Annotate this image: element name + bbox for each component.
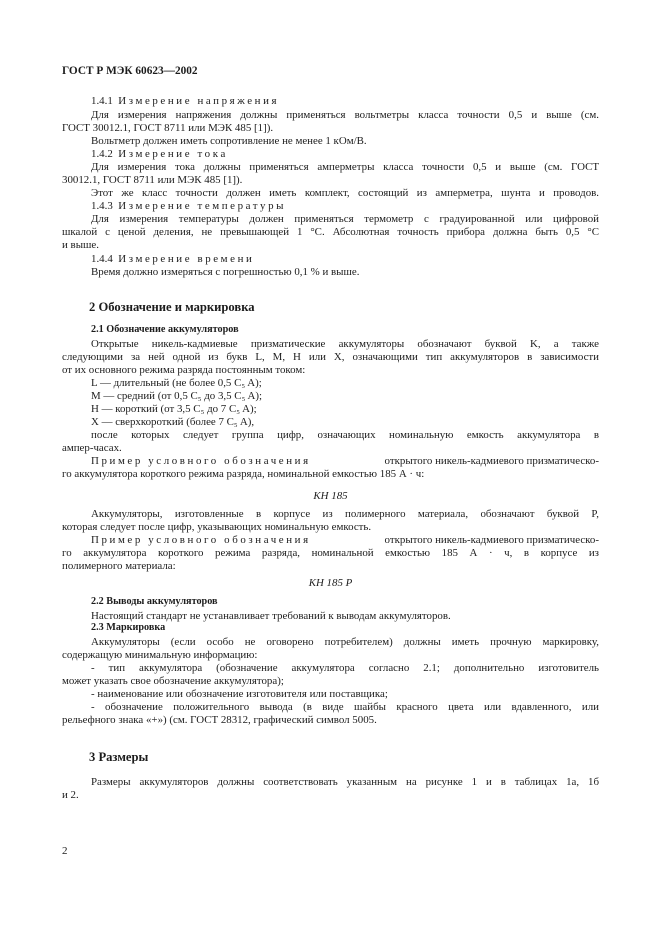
subsection-number: 1.4.1 <box>91 95 113 107</box>
paragraph-line: го аккумулятора короткого режима разряда, номинальной емкостью 185 А · ч: <box>62 468 425 480</box>
subsection-number: 1.4.4 <box>91 253 113 265</box>
subsection-2-2-title: 2.2 Выводы аккумуляторов <box>91 596 218 607</box>
subsection-title: Измерение тока <box>118 148 228 160</box>
example-1-line <box>91 454 599 468</box>
subsection-title: Измерение температуры <box>118 200 287 212</box>
subsection-2-3-title: 2.3 Маркировка <box>91 622 166 633</box>
paragraph-line: Аккумуляторы (если особо не оговорено потребителем) должны иметь прочную маркировку, <box>91 636 599 648</box>
paragraph-line: после которых следует группа цифр, означающих номинальную емкость аккумулятора в <box>91 429 599 441</box>
marking-item: - обозначение положительного вывода (в виде шайбы красного цвета или вдавленного, или <box>91 701 599 713</box>
subsection-title: Измерение времени <box>118 253 255 265</box>
document-header: ГОСТ Р МЭК 60623—2002 <box>62 65 198 77</box>
marking-item: - тип аккумулятора (обозначение аккумулятора согласно 2.1; дополнительно изготовитель <box>91 662 599 674</box>
paragraph-line: Для измерения тока должны применяться амперметры класса точности 0,5 и выше (см. ГОСТ <box>91 161 599 173</box>
paragraph-line: Размеры аккумуляторов должны соответствовать указанным на рисунке 1 и в таблицах 1а, 1б <box>91 776 599 788</box>
paragraph-line: 30012.1, ГОСТ 8711 или МЭК 485 [1]). <box>62 174 243 186</box>
designation-example-1: KH 185 <box>313 490 348 502</box>
subsection-number: 1.4.2 <box>91 148 113 160</box>
paragraph-line: Настоящий стандарт не устанавливает требований к выводам аккумуляторов. <box>91 610 451 622</box>
subsection-1-4-1-heading <box>91 94 599 108</box>
subsection-title: Измерение напряжения <box>118 95 280 107</box>
paragraph-line: ампер-часах. <box>62 442 122 454</box>
paragraph-line: Время должно измеряться с погрешностью 0,1 % и выше. <box>91 266 360 278</box>
paragraph-line: полимерного материала: <box>62 560 176 572</box>
designation-example-2: KH 185 P <box>308 577 353 589</box>
example-label: Пример условного обозначения <box>91 534 311 546</box>
paragraph-line: и 2. <box>62 789 79 801</box>
paragraph-line: Вольтметр должен иметь сопротивление не менее 1 кОм/В. <box>91 135 367 147</box>
paragraph-line: Аккумуляторы, изготовленные в корпусе из полимерного материала, обозначают буквой P, <box>91 508 599 520</box>
section-2-title: 2 Обозначение и маркировка <box>89 300 255 314</box>
example-text: открытого никель-кадмиевого призматическо- <box>384 455 599 467</box>
subsection-2-1-title: 2.1 Обозначение аккумуляторов <box>91 324 239 335</box>
paragraph-line: содержащую минимальную информацию: <box>62 649 258 661</box>
subsection-number: 1.4.3 <box>91 200 113 212</box>
example-text: открытого никель-кадмиевого призматическо- <box>384 534 599 546</box>
section-3-title: 3 Размеры <box>89 750 149 764</box>
example-label: Пример условного обозначения <box>91 455 311 467</box>
paragraph-line: рельефного знака «+») (см. ГОСТ 28312, графический символ 5005. <box>62 714 377 726</box>
paragraph-line: от их основного режима разряда постоянным током: <box>62 364 306 376</box>
paragraph-line: может указать свое обозначение аккумулятора); <box>62 675 284 687</box>
example-2-line <box>91 533 599 547</box>
marking-item: - наименование или обозначение изготовителя или поставщика; <box>91 688 388 700</box>
subsection-1-4-3-heading <box>91 199 599 213</box>
paragraph-line: го аккумулятора короткого режима разряда, номинальной емкостью 185 А · ч, в корпусе из <box>62 547 599 559</box>
paragraph-line: ГОСТ 30012.1, ГОСТ 8711 или МЭК 485 [1]). <box>62 122 274 134</box>
type-item-H: H — короткий (от 3,5 C₅ до 7 C₅ A); <box>91 403 257 415</box>
paragraph-line: Этот же класс точности должен иметь комплект, состоящий из амперметра, шунта и проводов. <box>91 187 599 199</box>
type-item-X: X — сверхкороткий (более 7 C₅ A), <box>91 416 255 428</box>
type-item-M: M — средний (от 0,5 C₅ до 3,5 C₅ A); <box>91 390 263 402</box>
subsection-1-4-4-heading <box>91 252 599 266</box>
paragraph-line: Для измерения температуры должен применяться термометр с градуированной или цифровой <box>91 213 599 225</box>
page-number: 2 <box>62 845 68 857</box>
subsection-1-4-2-heading <box>91 147 599 161</box>
paragraph-line: следующими за ней одной из букв L, M, H или X, означающими тип аккумуляторов в зависимости <box>62 351 599 363</box>
paragraph-line: Открытые никель-кадмиевые призматические аккумуляторы обозначают буквой K, а также <box>91 338 599 350</box>
paragraph-line: которая следует после цифр, указывающих номинальную емкость. <box>62 521 372 533</box>
paragraph-line: шкалой с ценой деления, не превышающей 1 °С. Абсолютная точность прибора должна быть 0,5 °С <box>62 226 599 238</box>
paragraph-line: Для измерения напряжения должны применяться вольтметры класса точности 0,5 и выше (см. <box>91 109 599 121</box>
type-item-L: L — длительный (не более 0,5 C₅ A); <box>91 377 262 389</box>
paragraph-line: и выше. <box>62 239 99 251</box>
